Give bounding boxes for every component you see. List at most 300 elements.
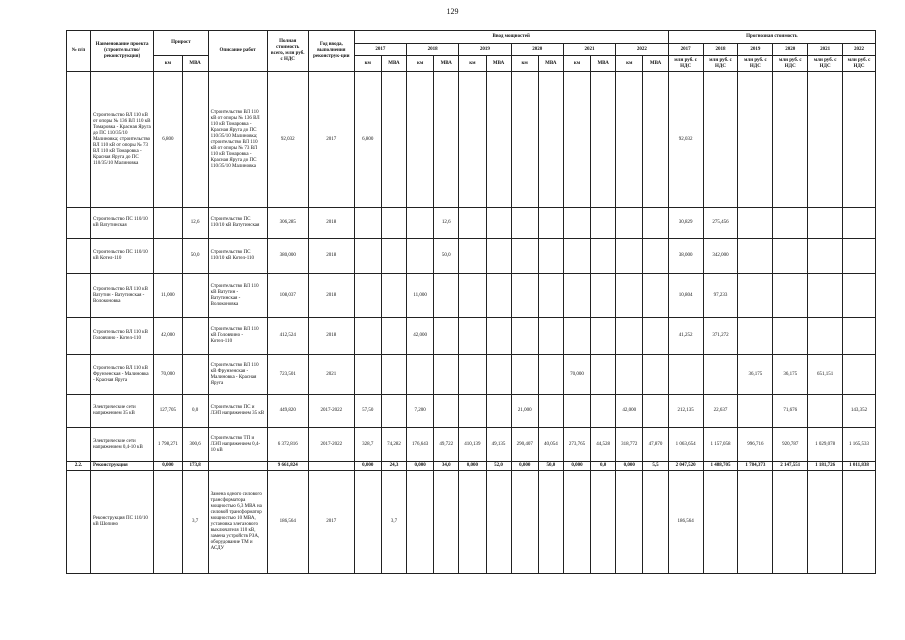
input-mva: 34,0 [434,462,459,471]
input-km: 42,000 [406,318,433,355]
work-description: Строительство ВЛ 110 кВ Головчино - Котел-110 [208,318,267,355]
total-cost: 412,524 [267,318,308,355]
header-km: км [459,56,486,72]
header-work: Описание работ [208,31,267,72]
input-km: 6,800 [354,72,381,208]
input-mva: 50,0 [434,239,459,274]
capacity-mva [182,72,208,208]
page-number: 129 [446,7,459,16]
row-number [67,239,91,274]
forecast-cost [808,239,843,274]
forecast-cost [808,208,843,239]
input-mva [538,274,563,318]
input-mva [486,72,511,208]
input-km: 42,000 [616,395,643,428]
row-number: 2.2. [67,462,91,471]
forecast-cost: 1 029,078 [808,428,843,462]
forecast-cost [843,318,876,355]
forecast-cost: 342,000 [703,239,738,274]
project-name: Строительство ПС 110/10 кВ Котел-110 [90,239,153,274]
input-mva [486,208,511,239]
input-mva [591,72,616,208]
forecast-cost [843,355,876,395]
header-km: км [616,56,643,72]
project-name: Реконструкция [90,462,153,471]
header-forecast-year: 2022 [843,44,876,56]
input-mva: 5,5 [643,462,668,471]
forecast-cost [738,72,773,208]
input-km [511,318,538,355]
forecast-cost: 71,676 [773,395,808,428]
input-mva [643,208,668,239]
input-mva [486,318,511,355]
row-number [67,208,91,239]
table-row [67,274,876,318]
table-row [67,355,876,395]
forecast-cost [808,471,843,574]
forecast-cost [843,208,876,239]
forecast-cost [773,274,808,318]
header-capacity: Прирост [154,31,209,56]
input-mva: 52,0 [486,462,511,471]
header-forecast-unit: млн руб. с НДС [668,56,703,72]
input-km [563,395,590,428]
work-description: Строительство ТП и ЛЭП напряжением 0,4-10 кВ [208,428,267,462]
input-km: 0,000 [616,462,643,471]
work-description: Строительство ВЛ 110 кВ Фрунзенская - Малиновка - Красная Яруга [208,355,267,395]
input-mva [591,471,616,574]
input-km [459,208,486,239]
input-km [354,355,381,395]
table-row [67,318,876,355]
forecast-cost [738,208,773,239]
input-mva [538,239,563,274]
input-mva [538,395,563,428]
header-mva: МВА [643,56,668,72]
header-input-year: 2022 [616,44,668,56]
input-mva: 50,0 [538,462,563,471]
forecast-cost [843,471,876,574]
input-mva [538,72,563,208]
project-name: Реконструкция ПС 110/10 кВ Шопино [90,471,153,574]
forecast-cost [703,355,738,395]
forecast-cost: 10,804 [668,274,703,318]
input-mva: 44,528 [591,428,616,462]
header-km: км [406,56,433,72]
capacity-km [154,471,182,574]
capacity-km: 6,800 [154,72,182,208]
work-description: Строительство ВЛ 110 кВ Ватутин - Ватутинская - Волоконовка [208,274,267,318]
forecast-cost: 1 488,705 [703,462,738,471]
work-description: Строительство ПС и ЛЭП напряжением 35 кВ [208,395,267,428]
total-cost: 9 661,824 [267,462,308,471]
capacity-mva: 173,8 [182,462,208,471]
input-mva [381,318,406,355]
total-cost: 380,000 [267,239,308,274]
input-km [459,318,486,355]
input-km [511,471,538,574]
input-mva [643,355,668,395]
header-commissioning: Ввод мощностей [354,31,668,44]
input-mva [381,355,406,395]
header-mva: МВА [591,56,616,72]
project-name: Строительство ВЛ 110 кВ Головчино - Котел-110 [90,318,153,355]
input-km [354,471,381,574]
input-mva [381,208,406,239]
project-name: Строительство ПС 110/10 кВ Ватутинская [90,208,153,239]
forecast-cost: 22,637 [703,395,738,428]
forecast-cost [773,72,808,208]
forecast-cost [738,239,773,274]
header-input-year: 2021 [563,44,615,56]
input-mva [434,355,459,395]
input-km [406,355,433,395]
capacity-mva: 3,7 [182,471,208,574]
input-mva: 40,054 [538,428,563,462]
input-km [563,72,590,208]
header-km: км [563,56,590,72]
header-mva: МВА [538,56,563,72]
input-km [563,208,590,239]
forecast-cost: 41,252 [668,318,703,355]
header-km: км [511,56,538,72]
capacity-km: 11,000 [154,274,182,318]
input-mva: 3,7 [381,471,406,574]
input-mva [643,395,668,428]
input-km: 318,772 [616,428,643,462]
input-mva [538,318,563,355]
forecast-cost: 1 157,058 [703,428,738,462]
input-km: 0,000 [563,462,590,471]
capacity-km: 0,000 [154,462,182,471]
input-mva [381,72,406,208]
forecast-cost [773,239,808,274]
table-row [67,395,876,428]
forecast-cost: 36,175 [773,355,808,395]
input-km: 11,000 [406,274,433,318]
forecast-cost [773,208,808,239]
forecast-cost [738,471,773,574]
forecast-cost [773,318,808,355]
input-km: 410,139 [459,428,486,462]
forecast-cost: 186,564 [668,471,703,574]
input-km [616,471,643,574]
input-km [616,239,643,274]
header-mva: МВА [486,56,511,72]
forecast-cost: 30,829 [668,208,703,239]
forecast-cost [738,395,773,428]
capacity-km: 127,705 [154,395,182,428]
input-km [511,274,538,318]
commission-year: 2018 [308,318,354,355]
input-mva [434,471,459,574]
header-forecast-unit: млн руб. с НДС [703,56,738,72]
input-mva: 49,135 [486,428,511,462]
forecast-cost: 212,135 [668,395,703,428]
forecast-cost: 1 063,654 [668,428,703,462]
forecast-cost [703,471,738,574]
input-mva [591,208,616,239]
table-row [67,208,876,239]
input-km [406,239,433,274]
input-km: 57,50 [354,395,381,428]
header-forecast: Прогнозная стоимость [668,31,875,44]
input-mva [591,395,616,428]
input-km [354,239,381,274]
row-number [67,318,91,355]
input-km: 0,000 [406,462,433,471]
header-num: № п/п [67,31,91,72]
header-mva: МВА [182,56,208,72]
input-mva: 49,722 [434,428,459,462]
forecast-cost [808,72,843,208]
forecast-cost [843,72,876,208]
header-forecast-year: 2018 [703,44,738,56]
input-km [616,318,643,355]
capacity-mva [182,355,208,395]
capacity-mva [182,318,208,355]
input-km: 290,407 [511,428,538,462]
input-mva: 24,3 [381,462,406,471]
total-cost: 108,037 [267,274,308,318]
header-km: км [154,56,182,72]
forecast-cost: 2 047,520 [668,462,703,471]
header-forecast-year: 2019 [738,44,773,56]
header-units-row [67,56,876,72]
work-description: Строительство ВЛ 110 кВ от опоры № 136 ВЛ 110 кВ Томаровка - Красная Яруга до ПС 110/35/10 Малиновка; строительство ВЛ 110 кВ от опоры № 73 ВЛ 110 кВ Томаровка - Красная Яруга до ПС 110/35/10 Малиновка [208,72,267,208]
header-forecast-unit: млн руб. с НДС [738,56,773,72]
input-km [406,72,433,208]
work-description: Замена одного силового трансформатора мощностью 6,3 МВА на силовой трансформатор мощностью 10 МВА, установка элегазового выключателя 110 кВ, замена устройств РЗА, оборудование ТМ и АСДУ [208,471,267,574]
capacity-km [154,239,182,274]
header-mva: МВА [381,56,406,72]
commission-year: 2017-2022 [308,395,354,428]
section-row [67,462,876,471]
input-km [406,471,433,574]
forecast-cost: 1 784,373 [738,462,773,471]
input-mva [486,355,511,395]
commission-year: 2017 [308,471,354,574]
header-input-year: 2019 [459,44,511,56]
input-km [459,471,486,574]
input-mva [381,239,406,274]
forecast-cost [808,395,843,428]
forecast-cost [808,318,843,355]
table-row [67,471,876,574]
input-mva [591,239,616,274]
commission-year: 2017-2022 [308,428,354,462]
input-km [354,274,381,318]
forecast-cost [738,318,773,355]
capacity-mva: 300,6 [182,428,208,462]
input-km [354,208,381,239]
input-km: 0,000 [511,462,538,471]
input-km [563,318,590,355]
capacity-mva: 50,0 [182,239,208,274]
input-mva: 47,870 [643,428,668,462]
input-mva [591,355,616,395]
header-year: Год ввода, выполнения реконструк-ции [308,31,354,72]
forecast-cost [808,274,843,318]
input-km: 70,000 [563,355,590,395]
input-km [406,208,433,239]
header-forecast-unit: млн руб. с НДС [843,56,876,72]
header-input-year: 2017 [354,44,406,56]
table-row [67,428,876,462]
forecast-cost [843,239,876,274]
input-mva [643,239,668,274]
input-km [459,274,486,318]
row-number [67,355,91,395]
input-mva [434,318,459,355]
project-name: Строительство ВЛ 110 кВ Фрунзенская - Малиновка - Красная Яруга [90,355,153,395]
forecast-cost [703,72,738,208]
forecast-cost [668,355,703,395]
input-mva [643,72,668,208]
input-km [459,355,486,395]
input-km [511,72,538,208]
total-cost: 449,820 [267,395,308,428]
input-mva [538,355,563,395]
input-mva [381,274,406,318]
input-km [511,239,538,274]
input-mva [434,274,459,318]
row-number [67,72,91,208]
forecast-cost: 275,456 [703,208,738,239]
project-name: Электрические сети напряжением 0,4-10 кВ [90,428,153,462]
forecast-cost: 1 011,838 [843,462,876,471]
input-km [616,72,643,208]
input-km [459,72,486,208]
investment-table [66,30,876,574]
forecast-cost: 996,716 [738,428,773,462]
input-mva [591,274,616,318]
capacity-mva [182,274,208,318]
input-km [616,208,643,239]
commission-year: 2021 [308,355,354,395]
forecast-cost [773,471,808,574]
commission-year: 2018 [308,239,354,274]
input-mva [643,274,668,318]
input-mva [643,318,668,355]
forecast-cost: 38,000 [668,239,703,274]
forecast-cost: 143,352 [843,395,876,428]
input-km [616,274,643,318]
input-mva: 0,0 [591,462,616,471]
input-km: 7,200 [406,395,433,428]
input-km [563,274,590,318]
total-cost: 723,501 [267,355,308,395]
input-km: 0,000 [354,462,381,471]
input-mva [434,395,459,428]
project-name: Строительство ВЛ 110 кВ Ватутин - Ватутинская - Волоконовка [90,274,153,318]
header-input-year: 2020 [511,44,563,56]
table-row [67,72,876,208]
commission-year [308,462,354,471]
input-km: 328,7 [354,428,381,462]
total-cost: 186,564 [267,471,308,574]
header-name: Наименование проекта (строительство/ реконструкция) [90,31,153,72]
input-mva [486,274,511,318]
input-km [459,239,486,274]
row-number [67,274,91,318]
work-description: Строительство ПС 110/10 кВ Котел-110 [208,239,267,274]
input-km: 176,643 [406,428,433,462]
input-mva [538,208,563,239]
capacity-km: 1 798,271 [154,428,182,462]
forecast-cost [843,274,876,318]
input-km [459,395,486,428]
input-mva [538,471,563,574]
capacity-mva: 0,0 [182,395,208,428]
input-km: 0,000 [459,462,486,471]
header-km: км [354,56,381,72]
forecast-cost: 1 165,533 [843,428,876,462]
table-row [67,239,876,274]
header-forecast-year: 2020 [773,44,808,56]
input-km: 273,765 [563,428,590,462]
input-km [563,239,590,274]
header-forecast-year: 2021 [808,44,843,56]
total-cost: 92,032 [267,72,308,208]
header-forecast-unit: млн руб. с НДС [773,56,808,72]
capacity-km [154,208,182,239]
work-description: Строительство ПС 110/10 кВ Ватутинская [208,208,267,239]
commission-year: 2017 [308,72,354,208]
input-km [616,355,643,395]
commission-year: 2018 [308,208,354,239]
header-cost: Полная стоимость всего, млн руб. с НДС [267,31,308,72]
capacity-mva: 12,6 [182,208,208,239]
project-name: Строительство ВЛ 110 кВ от опоры № 136 ВЛ 110 кВ Томаровка - Красная Яруга до ПС 110/35/10 Малиновка; строительство ВЛ 110 кВ от опоры № 73 ВЛ 110 кВ Томаровка - Красная Яруга до ПС 110/35/10 Малиновка [90,72,153,208]
forecast-cost: 651,151 [808,355,843,395]
row-number [67,428,91,462]
input-mva [434,72,459,208]
forecast-cost: 92,032 [668,72,703,208]
project-name: Электрические сети напряжением 35 кВ [90,395,153,428]
commission-year: 2018 [308,274,354,318]
row-number [67,395,91,428]
header-input-year: 2018 [406,44,458,56]
forecast-cost: 2 147,551 [773,462,808,471]
input-km [563,471,590,574]
total-cost: 6 372,816 [267,428,308,462]
forecast-cost [738,274,773,318]
capacity-km: 42,000 [154,318,182,355]
work-description [208,462,267,471]
input-km [511,208,538,239]
input-mva: 12,6 [434,208,459,239]
input-mva: 74,282 [381,428,406,462]
forecast-cost: 371,272 [703,318,738,355]
header-forecast-unit: млн руб. с НДС [808,56,843,72]
input-mva [643,471,668,574]
forecast-cost: 920,787 [773,428,808,462]
input-km [511,355,538,395]
row-number [67,471,91,574]
forecast-cost: 36,175 [738,355,773,395]
input-km: 21,000 [511,395,538,428]
input-mva [486,239,511,274]
input-mva [486,471,511,574]
forecast-cost: 97,233 [703,274,738,318]
capacity-km: 70,000 [154,355,182,395]
table-body [67,72,876,574]
forecast-cost: 1 181,726 [808,462,843,471]
input-mva [591,318,616,355]
input-km [354,318,381,355]
header-forecast-year: 2017 [668,44,703,56]
